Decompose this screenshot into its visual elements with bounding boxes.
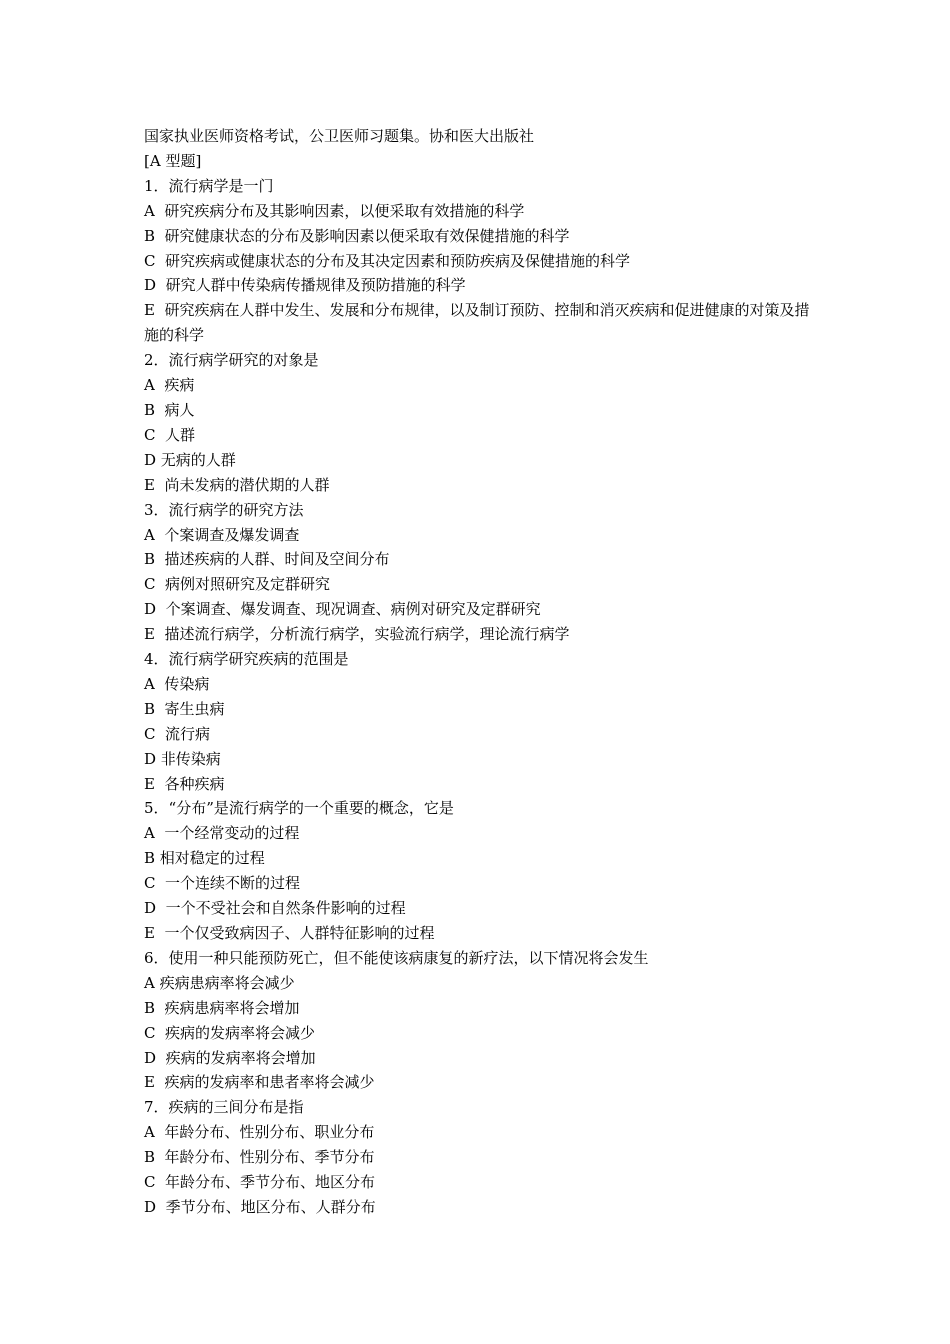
option-d: D 一个不受社会和自然条件影响的过程: [144, 899, 406, 918]
question-6: [144, 946, 814, 1095]
option-a: A 研究疾病分布及其影响因素，以便采取有效措施的科学: [144, 201, 525, 220]
question-stem: 2．流行病学研究的对象是: [144, 351, 319, 370]
option-d: D 个案调查、爆发调查、现况调查、病例对研究及定群研究: [144, 600, 541, 619]
question-3: [144, 498, 814, 647]
question-5: [144, 796, 814, 945]
question-4: [144, 647, 814, 796]
option-a: A 年龄分布、性别分布、职业分布: [144, 1123, 375, 1142]
question-stem: 5．“分布”是流行病学的一个重要的概念，它是: [144, 799, 454, 818]
option-e: E 疾病的发病率和患者率将会减少: [144, 1073, 375, 1092]
option-a: A 疾病患病率将会减少: [144, 973, 295, 992]
option-a: A 疾病: [144, 376, 195, 395]
option-b: B 相对稳定的过程: [144, 849, 265, 868]
option-d: D 研究人群中传染病传播规律及预防措施的科学: [144, 276, 466, 295]
option-a: A 一个经常变动的过程: [144, 824, 300, 843]
question-7: [144, 1095, 814, 1220]
option-c: C 疾病的发病率将会减少: [144, 1023, 316, 1042]
option-d: D 非传染病: [144, 749, 221, 768]
question-stem: 7．疾病的三间分布是指: [144, 1098, 304, 1117]
option-e: E 描述流行病学，分析流行病学，实验流行病学，理论流行病学: [144, 625, 570, 644]
option-c: C 年龄分布、季节分布、地区分布: [144, 1173, 376, 1192]
option-e: E 一个仅受致病因子、人群特征影响的过程: [144, 924, 435, 942]
option-e: E 各种疾病: [144, 774, 225, 793]
question-2: [144, 348, 814, 497]
question-stem: 4．流行病学研究疾病的范围是: [144, 650, 349, 669]
option-b: B 寄生虫病: [144, 699, 225, 718]
option-b: B 描述疾病的人群、时间及空间分布: [144, 550, 390, 569]
option-c: C 流行病: [144, 724, 211, 743]
question-stem: 3．流行病学的研究方法: [144, 500, 304, 519]
section-title: [A 型题]: [144, 151, 202, 170]
option-c: C 病例对照研究及定群研究: [144, 575, 331, 594]
question-stem: 1．流行病学是一门: [144, 176, 274, 195]
option-b: B 疾病患病率将会增加: [144, 998, 300, 1017]
option-e: E 尚未发病的潜伏期的人群: [144, 475, 330, 494]
option-e: E 研究疾病在人群中发生、发展和分布规律，以及制订预防、控制和消灭疾病和促进健康的对策及措施的科学: [144, 301, 810, 345]
option-c: C 人群: [144, 425, 196, 444]
document-header: 国家执业医师资格考试，公卫医师习题集。协和医大出版社: [144, 127, 535, 145]
option-b: B 病人: [144, 400, 195, 419]
option-c: C 研究疾病或健康状态的分布及其决定因素和预防疾病及保健措施的科学: [144, 251, 631, 270]
option-d: D 无病的人群: [144, 450, 236, 469]
option-b: B 研究健康状态的分布及影响因素以便采取有效保健措施的科学: [144, 226, 570, 245]
option-a: A 传染病: [144, 674, 210, 693]
question-1: [144, 174, 814, 348]
option-a: A 个案调查及爆发调查: [144, 525, 300, 544]
option-c: C 一个连续不断的过程: [144, 874, 301, 893]
question-stem: 6．使用一种只能预防死亡，但不能使该病康复的新疗法，以下情况将会发生: [144, 948, 649, 967]
option-b: B 年龄分布、性别分布、季节分布: [144, 1148, 375, 1167]
option-d: D 季节分布、地区分布、人群分布: [144, 1197, 376, 1216]
document-page: [144, 124, 814, 1220]
option-d: D 疾病的发病率将会增加: [144, 1048, 316, 1067]
